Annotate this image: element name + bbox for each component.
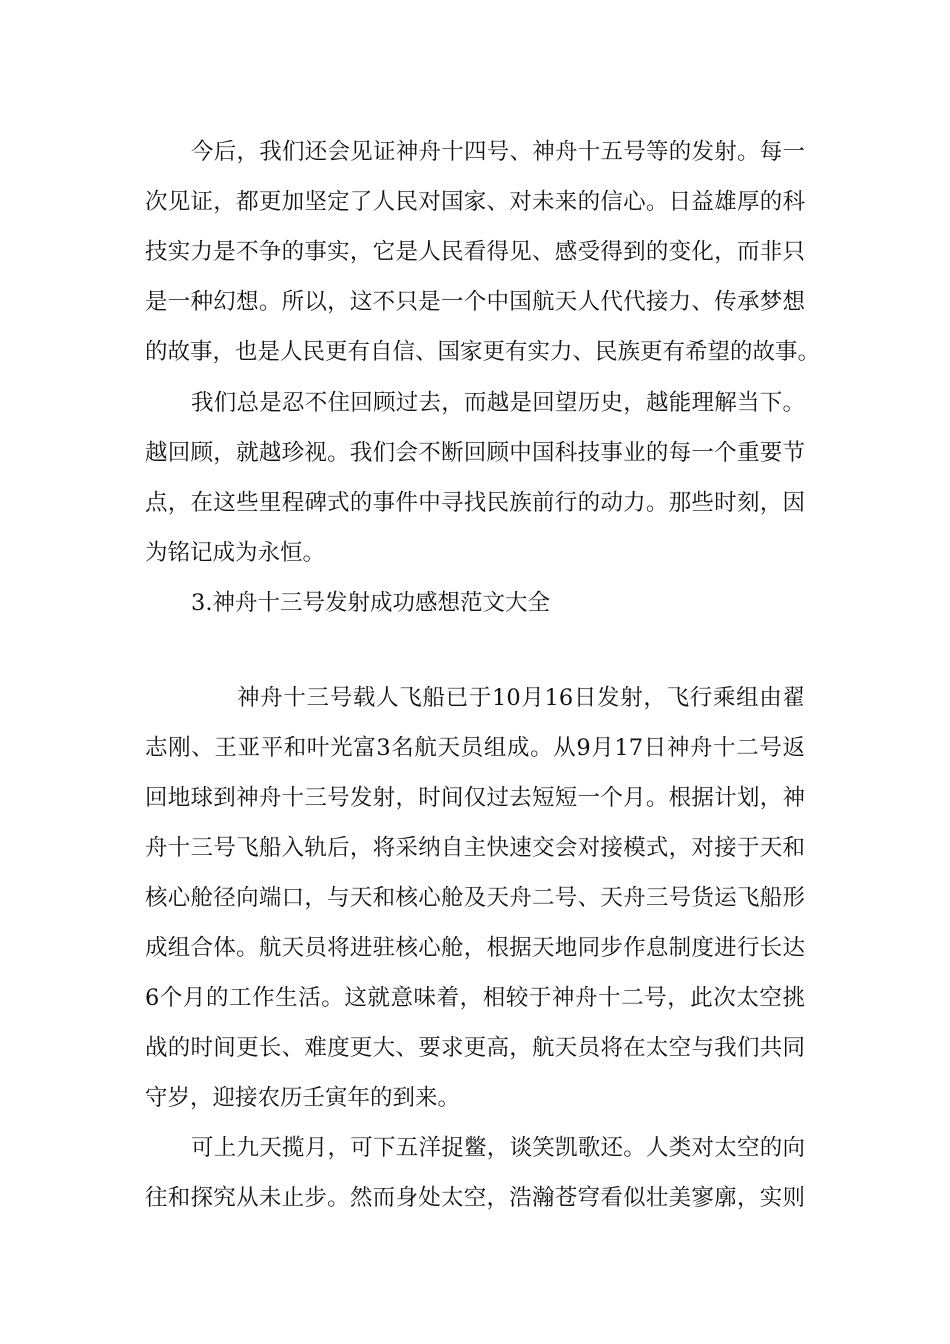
paragraph-3-line-8: 战的时间更长、难度更大、要求更高，航天员将在太空与我们共同 bbox=[145, 1035, 805, 1061]
paragraph-1-line-3: 技实力是不争的事实，它是人民看得见、感受得到的变化，而非只 bbox=[145, 239, 805, 265]
paragraph-3-line-9: 守岁，迎接农历壬寅年的到来。 bbox=[145, 1085, 461, 1111]
paragraph-3-line-6: 成组合体。航天员将进驻核心舱，根据天地同步作息制度进行长达 bbox=[145, 935, 805, 961]
paragraph-2-line-1: 我们总是忍不住回顾过去，而越是回望历史，越能理解当下。 bbox=[191, 390, 805, 416]
paragraph-2-line-2: 越回顾，就越珍视。我们会不断回顾中国科技事业的每一个重要节 bbox=[145, 440, 805, 466]
paragraph-1-line-1: 今后，我们还会见证神舟十四号、神舟十五号等的发射。每一 bbox=[191, 139, 805, 165]
paragraph-1-line-2: 次见证，都更加坚定了人民对国家、对未来的信心。日益雄厚的科 bbox=[145, 189, 805, 215]
paragraph-4-line-1: 可上九天揽月，可下五洋捉鳖，谈笑凯歌还。人类对太空的向 bbox=[191, 1135, 805, 1161]
paragraph-3-line-5: 核心舱径向端口，与天和核心舱及天舟二号、天舟三号货运飞船形 bbox=[145, 885, 805, 911]
paragraph-2-line-3: 点，在这些里程碑式的事件中寻找民族前行的动力。那些时刻，因 bbox=[145, 490, 805, 516]
paragraph-2-line-4: 为铭记成为永恒。 bbox=[145, 540, 326, 566]
paragraph-3-line-3: 回地球到神舟十三号发射，时间仅过去短短一个月。根据计划，神 bbox=[145, 785, 805, 811]
paragraph-3-line-2: 志刚、王亚平和叶光富3名航天员组成。从9月17日神舟十二号返 bbox=[145, 735, 805, 761]
paragraph-3-line-1: 神舟十三号载人飞船已于10月16日发射，飞行乘组由翟 bbox=[237, 685, 805, 711]
section-heading: 3.神舟十三号发射成功感想范文大全 bbox=[191, 590, 550, 616]
paragraph-1-line-5: 的故事，也是人民更有自信、国家更有实力、民族更有希望的故事。 bbox=[145, 339, 821, 365]
paragraph-4-line-2: 往和探究从未止步。然而身处太空，浩瀚苍穹看似壮美寥廓，实则 bbox=[145, 1185, 805, 1211]
paragraph-3-line-7: 6个月的工作生活。这就意味着，相较于神舟十二号，此次太空挑 bbox=[145, 985, 805, 1011]
paragraph-1-line-4: 是一种幻想。所以，这不只是一个中国航天人代代接力、传承梦想 bbox=[145, 289, 805, 315]
paragraph-3-line-4: 舟十三号飞船入轨后，将采纳自主快速交会对接模式，对接于天和 bbox=[145, 835, 805, 861]
